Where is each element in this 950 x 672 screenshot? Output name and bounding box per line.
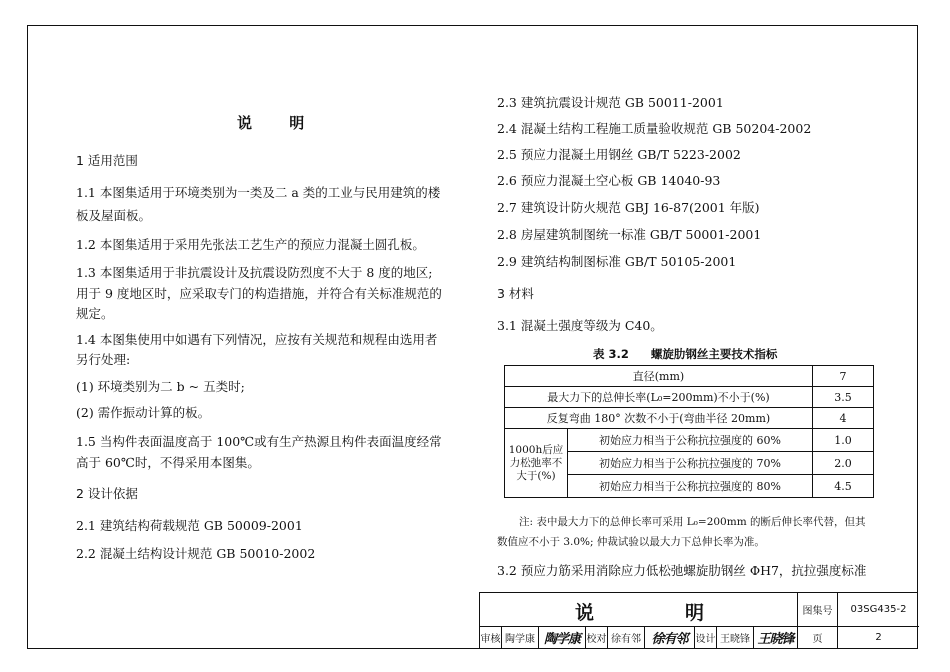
table-cell: 最大力下的总伸长率(L₀=200mm)不小于(%)	[505, 387, 813, 408]
designer-name: 王晓锋	[717, 627, 754, 648]
design-label: 设计	[695, 627, 717, 648]
page-label: 页	[798, 627, 838, 648]
section-3-heading: 3 材料	[497, 286, 534, 301]
atlas-label: 图集号	[798, 593, 838, 627]
table-group-header: 1000h后应力松弛率不大于(%)	[505, 429, 568, 498]
table-cell: 2.0	[813, 452, 874, 475]
reviewer-name: 陶学康	[502, 627, 539, 648]
para-1-1a: 1.1 本图集适用于环境类别为一类及二 a 类的工业与民用建筑的楼	[76, 185, 441, 200]
table-cell: 7	[813, 366, 874, 387]
table-cell: 初始应力相当于公称抗拉强度的 80%	[568, 475, 813, 498]
para-2-9: 2.9 建筑结构制图标准 GB/T 50105-2001	[497, 254, 737, 269]
table-cell: 直径(mm)	[505, 366, 813, 387]
table-caption	[593, 346, 777, 362]
para-1-3c: 规定。	[76, 306, 114, 321]
designer-signature: 王晓锋	[754, 627, 798, 648]
para-2-8: 2.8 房屋建筑制图统一标准 GB/T 50001-2001	[497, 227, 762, 242]
title-block-name	[480, 593, 798, 627]
table-cell: 4	[813, 408, 874, 429]
title-block-name-1: 说	[575, 602, 595, 624]
para-1-4-2: (2) 需作振动计算的板。	[76, 405, 211, 420]
checker-name: 徐有邻	[608, 627, 645, 648]
table-row	[505, 408, 874, 429]
para-3-2: 3.2 预应力筋采用消除应力低松弛螺旋肋钢丝 ΦH7，抗拉强度标准	[497, 563, 867, 578]
para-2-2: 2.2 混凝土结构设计规范 GB 50010-2002	[76, 546, 316, 561]
para-1-5a: 1.5 当构件表面温度高于 100℃或有生产热源且构件表面温度经常	[76, 434, 442, 449]
spec-table	[504, 365, 874, 498]
para-1-3b: 用于 9 度地区时，应采取专门的构造措施，并符合有关标准规范的	[76, 286, 442, 301]
para-2-6: 2.6 预应力混凝土空心板 GB 14040-93	[497, 173, 721, 188]
table-row	[505, 366, 874, 387]
title-block	[479, 592, 918, 649]
para-2-1: 2.1 建筑结构荷载规范 GB 50009-2001	[76, 518, 303, 533]
table-note-a: 注: 表中最大力下的总伸长率可采用 L₀=200mm 的断后伸长率代替，但其	[519, 516, 866, 528]
para-1-4b: 另行处理:	[76, 352, 131, 367]
section-1-heading: 1 适用范围	[76, 153, 138, 168]
para-1-2: 1.2 本图集适用于采用先张法工艺生产的预应力混凝土圆孔板。	[76, 237, 425, 252]
table-row	[505, 429, 874, 452]
title-block-name-2: 明	[685, 602, 705, 624]
table-cell: 反复弯曲 180° 次数不小于(弯曲半径 20mm)	[505, 408, 813, 429]
table-cell: 1.0	[813, 429, 874, 452]
para-2-4: 2.4 混凝土结构工程施工质量验收规范 GB 50204-2002	[497, 121, 812, 136]
table-title: 螺旋肋钢丝主要技术指标	[650, 347, 778, 361]
table-cell: 4.5	[813, 475, 874, 498]
checker-signature: 徐有邻	[645, 627, 695, 648]
table-number: 表 3.2	[593, 347, 629, 361]
para-1-1b: 板及屋面板。	[76, 208, 152, 223]
atlas-number: 03SG435-2	[838, 593, 919, 627]
table-row	[505, 387, 874, 408]
para-1-3a: 1.3 本图集适用于非抗震设计及抗震设防烈度不大于 8 度的地区;	[76, 265, 433, 280]
para-1-4a: 1.4 本图集使用中如遇有下列情况，应按有关规范和规程由选用者	[76, 332, 438, 347]
section-2-heading: 2 设计依据	[76, 486, 138, 501]
table-cell: 初始应力相当于公称抗拉强度的 60%	[568, 429, 813, 452]
para-2-7: 2.7 建筑设计防火规范 GBJ 16-87(2001 年版)	[497, 200, 760, 215]
para-2-3: 2.3 建筑抗震设计规范 GB 50011-2001	[497, 95, 724, 110]
table-cell: 初始应力相当于公称抗拉强度的 70%	[568, 452, 813, 475]
reviewer-signature: 陶学康	[539, 627, 586, 648]
table-note-b: 数值应不小于 3.0%; 仲裁试验以最大力下总伸长率为准。	[497, 536, 765, 548]
check-label: 校对	[586, 627, 608, 648]
para-1-5b: 高于 60℃时，不得采用本图集。	[76, 455, 260, 470]
review-label: 审核	[480, 627, 502, 648]
table-cell: 3.5	[813, 387, 874, 408]
para-2-5: 2.5 预应力混凝土用钢丝 GB/T 5223-2002	[497, 147, 741, 162]
para-1-4-1: (1) 环境类别为二 b ~ 五类时;	[76, 379, 245, 394]
page-number: 2	[875, 632, 882, 643]
para-3-1: 3.1 混凝土强度等级为 C40。	[497, 318, 663, 333]
page-title: 说 明	[237, 114, 321, 132]
